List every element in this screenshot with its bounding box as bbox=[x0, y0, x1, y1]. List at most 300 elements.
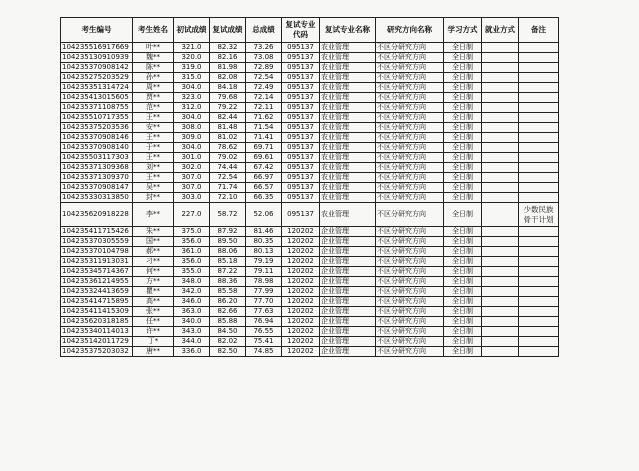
cell-major-name: 农业管理 bbox=[320, 123, 376, 133]
cell-total-score: 80.13 bbox=[246, 247, 282, 257]
cell-initial-score: 355.0 bbox=[174, 267, 210, 277]
cell-study-mode: 全日制 bbox=[444, 203, 482, 227]
cell-retest-score: 87.22 bbox=[210, 267, 246, 277]
cell-employment-mode bbox=[482, 153, 519, 163]
cell-candidate-id: 104235411715426 bbox=[61, 227, 133, 237]
cell-remarks bbox=[519, 133, 559, 143]
cell-candidate-id: 104235351314724 bbox=[61, 83, 133, 93]
cell-major-name: 农业管理 bbox=[320, 133, 376, 143]
table-row bbox=[61, 83, 559, 93]
header-retest-score: 复试成绩 bbox=[210, 18, 246, 43]
cell-candidate-name: 刘** bbox=[133, 163, 174, 173]
cell-retest-score: 71.74 bbox=[210, 183, 246, 193]
document-page bbox=[60, 17, 559, 357]
cell-research-direction: 不区分研究方向 bbox=[376, 113, 444, 123]
cell-research-direction: 不区分研究方向 bbox=[376, 247, 444, 257]
cell-candidate-id: 104235370908147 bbox=[61, 183, 133, 193]
cell-major-code: 095137 bbox=[282, 193, 320, 203]
cell-initial-score: 344.0 bbox=[174, 337, 210, 347]
cell-initial-score: 375.0 bbox=[174, 227, 210, 237]
cell-total-score: 71.54 bbox=[246, 123, 282, 133]
cell-retest-score: 87.92 bbox=[210, 227, 246, 237]
cell-research-direction: 不区分研究方向 bbox=[376, 267, 444, 277]
cell-research-direction: 不区分研究方向 bbox=[376, 307, 444, 317]
cell-candidate-name: 朱** bbox=[133, 227, 174, 237]
cell-research-direction: 不区分研究方向 bbox=[376, 227, 444, 237]
cell-total-score: 71.41 bbox=[246, 133, 282, 143]
header-total-score: 总成绩 bbox=[246, 18, 282, 43]
cell-employment-mode bbox=[482, 227, 519, 237]
cell-research-direction: 不区分研究方向 bbox=[376, 123, 444, 133]
cell-major-code: 095137 bbox=[282, 133, 320, 143]
cell-candidate-id: 104235620918228 bbox=[61, 203, 133, 227]
table-row bbox=[61, 203, 559, 227]
cell-major-code: 095137 bbox=[282, 73, 320, 83]
cell-candidate-id: 104235324413659 bbox=[61, 287, 133, 297]
cell-retest-score: 79.68 bbox=[210, 93, 246, 103]
cell-initial-score: 312.0 bbox=[174, 103, 210, 113]
cell-research-direction: 不区分研究方向 bbox=[376, 297, 444, 307]
cell-candidate-name: 国** bbox=[133, 237, 174, 247]
cell-major-code: 095137 bbox=[282, 123, 320, 133]
cell-major-name: 企业管理 bbox=[320, 297, 376, 307]
cell-candidate-name: 魏** bbox=[133, 53, 174, 63]
cell-candidate-name: 郝** bbox=[133, 247, 174, 257]
cell-major-name: 企业管理 bbox=[320, 337, 376, 347]
cell-candidate-name: 王** bbox=[133, 153, 174, 163]
table-row bbox=[61, 193, 559, 203]
header-candidate-name: 考生姓名 bbox=[133, 18, 174, 43]
cell-major-name: 企业管理 bbox=[320, 287, 376, 297]
cell-initial-score: 304.0 bbox=[174, 143, 210, 153]
table-row bbox=[61, 247, 559, 257]
cell-total-score: 80.35 bbox=[246, 237, 282, 247]
cell-research-direction: 不区分研究方向 bbox=[376, 103, 444, 113]
cell-total-score: 76.94 bbox=[246, 317, 282, 327]
cell-initial-score: 302.0 bbox=[174, 163, 210, 173]
cell-study-mode: 全日制 bbox=[444, 163, 482, 173]
cell-study-mode: 全日制 bbox=[444, 297, 482, 307]
cell-major-name: 农业管理 bbox=[320, 93, 376, 103]
cell-candidate-id: 104235370908146 bbox=[61, 133, 133, 143]
cell-major-code: 120202 bbox=[282, 327, 320, 337]
cell-research-direction: 不区分研究方向 bbox=[376, 203, 444, 227]
cell-remarks bbox=[519, 297, 559, 307]
cell-major-code: 095137 bbox=[282, 53, 320, 63]
cell-major-code: 095137 bbox=[282, 103, 320, 113]
cell-research-direction: 不区分研究方向 bbox=[376, 173, 444, 183]
cell-employment-mode bbox=[482, 307, 519, 317]
cell-candidate-name: 周** bbox=[133, 83, 174, 93]
table-row bbox=[61, 307, 559, 317]
cell-candidate-id: 104235620318185 bbox=[61, 317, 133, 327]
cell-major-name: 农业管理 bbox=[320, 153, 376, 163]
table-row bbox=[61, 133, 559, 143]
cell-employment-mode bbox=[482, 103, 519, 113]
cell-remarks bbox=[519, 73, 559, 83]
cell-retest-score: 72.54 bbox=[210, 173, 246, 183]
cell-total-score: 69.71 bbox=[246, 143, 282, 153]
table-row bbox=[61, 153, 559, 163]
cell-candidate-id: 104235275203529 bbox=[61, 73, 133, 83]
cell-candidate-name: 封** bbox=[133, 193, 174, 203]
cell-candidate-name: 张** bbox=[133, 307, 174, 317]
cell-candidate-id: 104235340114013 bbox=[61, 327, 133, 337]
cell-remarks bbox=[519, 53, 559, 63]
cell-employment-mode bbox=[482, 277, 519, 287]
cell-study-mode: 全日制 bbox=[444, 113, 482, 123]
cell-candidate-id: 104235371309370 bbox=[61, 173, 133, 183]
cell-total-score: 72.54 bbox=[246, 73, 282, 83]
cell-remarks bbox=[519, 317, 559, 327]
cell-research-direction: 不区分研究方向 bbox=[376, 63, 444, 73]
cell-research-direction: 不区分研究方向 bbox=[376, 257, 444, 267]
cell-total-score: 72.49 bbox=[246, 83, 282, 93]
cell-remarks bbox=[519, 327, 559, 337]
cell-employment-mode bbox=[482, 63, 519, 73]
cell-initial-score: 303.0 bbox=[174, 193, 210, 203]
cell-study-mode: 全日制 bbox=[444, 153, 482, 163]
cell-study-mode: 全日制 bbox=[444, 93, 482, 103]
table-row bbox=[61, 337, 559, 347]
cell-candidate-id: 104235130910939 bbox=[61, 53, 133, 63]
cell-employment-mode bbox=[482, 53, 519, 63]
cell-major-code: 095137 bbox=[282, 183, 320, 193]
cell-major-name: 企业管理 bbox=[320, 237, 376, 247]
cell-retest-score: 79.02 bbox=[210, 153, 246, 163]
cell-major-name: 企业管理 bbox=[320, 227, 376, 237]
cell-candidate-id: 104235413015605 bbox=[61, 93, 133, 103]
cell-remarks bbox=[519, 183, 559, 193]
cell-total-score: 66.57 bbox=[246, 183, 282, 193]
cell-employment-mode bbox=[482, 123, 519, 133]
cell-candidate-name: 王** bbox=[133, 113, 174, 123]
cell-total-score: 76.55 bbox=[246, 327, 282, 337]
cell-major-code: 120202 bbox=[282, 257, 320, 267]
cell-employment-mode bbox=[482, 183, 519, 193]
table-row bbox=[61, 277, 559, 287]
cell-employment-mode bbox=[482, 327, 519, 337]
cell-candidate-name: 方** bbox=[133, 277, 174, 287]
cell-total-score: 67.42 bbox=[246, 163, 282, 173]
cell-candidate-name: 范** bbox=[133, 103, 174, 113]
cell-employment-mode bbox=[482, 347, 519, 357]
cell-total-score: 77.70 bbox=[246, 297, 282, 307]
cell-research-direction: 不区分研究方向 bbox=[376, 237, 444, 247]
cell-major-name: 企业管理 bbox=[320, 267, 376, 277]
cell-remarks bbox=[519, 143, 559, 153]
cell-initial-score: 336.0 bbox=[174, 347, 210, 357]
cell-study-mode: 全日制 bbox=[444, 123, 482, 133]
cell-major-name: 企业管理 bbox=[320, 247, 376, 257]
cell-total-score: 72.14 bbox=[246, 93, 282, 103]
cell-candidate-name: 瞿** bbox=[133, 287, 174, 297]
cell-major-name: 农业管理 bbox=[320, 63, 376, 73]
cell-candidate-name: 贾** bbox=[133, 93, 174, 103]
cell-candidate-name: 何** bbox=[133, 267, 174, 277]
cell-study-mode: 全日制 bbox=[444, 227, 482, 237]
cell-candidate-name: 刁** bbox=[133, 257, 174, 267]
cell-study-mode: 全日制 bbox=[444, 63, 482, 73]
table-row bbox=[61, 173, 559, 183]
table-row bbox=[61, 297, 559, 307]
cell-employment-mode bbox=[482, 267, 519, 277]
cell-initial-score: 356.0 bbox=[174, 237, 210, 247]
cell-major-code: 095137 bbox=[282, 83, 320, 93]
cell-candidate-name: 叶** bbox=[133, 43, 174, 53]
cell-total-score: 66.97 bbox=[246, 173, 282, 183]
cell-retest-score: 82.32 bbox=[210, 43, 246, 53]
cell-remarks bbox=[519, 337, 559, 347]
cell-major-name: 企业管理 bbox=[320, 317, 376, 327]
cell-candidate-name: 唐** bbox=[133, 347, 174, 357]
cell-candidate-name: 许** bbox=[133, 327, 174, 337]
cell-initial-score: 319.0 bbox=[174, 63, 210, 73]
table-row bbox=[61, 63, 559, 73]
cell-study-mode: 全日制 bbox=[444, 247, 482, 257]
cell-remarks bbox=[519, 123, 559, 133]
cell-major-name: 农业管理 bbox=[320, 83, 376, 93]
cell-employment-mode bbox=[482, 237, 519, 247]
cell-remarks bbox=[519, 247, 559, 257]
cell-initial-score: 308.0 bbox=[174, 123, 210, 133]
cell-research-direction: 不区分研究方向 bbox=[376, 43, 444, 53]
cell-total-score: 66.35 bbox=[246, 193, 282, 203]
header-study-mode: 学习方式 bbox=[444, 18, 482, 43]
cell-initial-score: 315.0 bbox=[174, 73, 210, 83]
cell-retest-score: 72.10 bbox=[210, 193, 246, 203]
cell-candidate-id: 104235516917669 bbox=[61, 43, 133, 53]
cell-research-direction: 不区分研究方向 bbox=[376, 193, 444, 203]
header-major-code: 复试专业代码 bbox=[282, 18, 320, 43]
cell-major-name: 企业管理 bbox=[320, 257, 376, 267]
cell-research-direction: 不区分研究方向 bbox=[376, 153, 444, 163]
cell-major-code: 095137 bbox=[282, 153, 320, 163]
cell-research-direction: 不区分研究方向 bbox=[376, 93, 444, 103]
cell-major-code: 120202 bbox=[282, 267, 320, 277]
cell-initial-score: 307.0 bbox=[174, 183, 210, 193]
cell-initial-score: 227.0 bbox=[174, 203, 210, 227]
cell-research-direction: 不区分研究方向 bbox=[376, 337, 444, 347]
cell-candidate-name: 陈** bbox=[133, 63, 174, 73]
cell-total-score: 78.98 bbox=[246, 277, 282, 287]
cell-study-mode: 全日制 bbox=[444, 237, 482, 247]
table-row bbox=[61, 113, 559, 123]
cell-major-code: 095137 bbox=[282, 143, 320, 153]
cell-major-name: 农业管理 bbox=[320, 193, 376, 203]
cell-initial-score: 348.0 bbox=[174, 277, 210, 287]
cell-total-score: 71.62 bbox=[246, 113, 282, 123]
cell-employment-mode bbox=[482, 317, 519, 327]
cell-employment-mode bbox=[482, 297, 519, 307]
cell-employment-mode bbox=[482, 93, 519, 103]
cell-total-score: 79.11 bbox=[246, 267, 282, 277]
cell-retest-score: 74.44 bbox=[210, 163, 246, 173]
cell-employment-mode bbox=[482, 43, 519, 53]
cell-employment-mode bbox=[482, 73, 519, 83]
table-row bbox=[61, 103, 559, 113]
cell-retest-score: 86.20 bbox=[210, 297, 246, 307]
cell-initial-score: 307.0 bbox=[174, 173, 210, 183]
cell-total-score: 74.85 bbox=[246, 347, 282, 357]
cell-candidate-id: 104235510717355 bbox=[61, 113, 133, 123]
cell-remarks bbox=[519, 227, 559, 237]
cell-study-mode: 全日制 bbox=[444, 73, 482, 83]
cell-candidate-name: 孙** bbox=[133, 73, 174, 83]
cell-major-name: 企业管理 bbox=[320, 277, 376, 287]
cell-study-mode: 全日制 bbox=[444, 317, 482, 327]
cell-remarks bbox=[519, 43, 559, 53]
cell-candidate-name: 吴** bbox=[133, 183, 174, 193]
cell-research-direction: 不区分研究方向 bbox=[376, 133, 444, 143]
cell-remarks bbox=[519, 83, 559, 93]
cell-total-score: 72.11 bbox=[246, 103, 282, 113]
cell-major-name: 农业管理 bbox=[320, 143, 376, 153]
table-row bbox=[61, 327, 559, 337]
cell-study-mode: 全日制 bbox=[444, 337, 482, 347]
cell-total-score: 77.99 bbox=[246, 287, 282, 297]
cell-study-mode: 全日制 bbox=[444, 133, 482, 143]
cell-total-score: 73.26 bbox=[246, 43, 282, 53]
cell-study-mode: 全日制 bbox=[444, 277, 482, 287]
cell-employment-mode bbox=[482, 133, 519, 143]
cell-study-mode: 全日制 bbox=[444, 103, 482, 113]
cell-initial-score: 320.0 bbox=[174, 53, 210, 63]
cell-employment-mode bbox=[482, 143, 519, 153]
cell-total-score: 75.41 bbox=[246, 337, 282, 347]
cell-major-code: 095137 bbox=[282, 93, 320, 103]
cell-major-code: 120202 bbox=[282, 237, 320, 247]
cell-initial-score: 304.0 bbox=[174, 113, 210, 123]
cell-major-code: 095137 bbox=[282, 163, 320, 173]
cell-major-code: 120202 bbox=[282, 317, 320, 327]
cell-retest-score: 84.18 bbox=[210, 83, 246, 93]
cell-initial-score: 309.0 bbox=[174, 133, 210, 143]
header-major-name: 复试专业名称 bbox=[320, 18, 376, 43]
cell-employment-mode bbox=[482, 287, 519, 297]
cell-initial-score: 361.0 bbox=[174, 247, 210, 257]
cell-initial-score: 301.0 bbox=[174, 153, 210, 163]
cell-retest-score: 89.50 bbox=[210, 237, 246, 247]
cell-candidate-id: 104235371108755 bbox=[61, 103, 133, 113]
cell-research-direction: 不区分研究方向 bbox=[376, 183, 444, 193]
cell-candidate-name: 丁* bbox=[133, 337, 174, 347]
cell-candidate-id: 104235370104798 bbox=[61, 247, 133, 257]
cell-initial-score: 304.0 bbox=[174, 83, 210, 93]
cell-initial-score: 323.0 bbox=[174, 93, 210, 103]
cell-remarks bbox=[519, 163, 559, 173]
cell-total-score: 52.06 bbox=[246, 203, 282, 227]
table-row bbox=[61, 347, 559, 357]
cell-major-code: 095137 bbox=[282, 203, 320, 227]
cell-retest-score: 79.22 bbox=[210, 103, 246, 113]
cell-major-code: 120202 bbox=[282, 287, 320, 297]
cell-candidate-name: 李** bbox=[133, 203, 174, 227]
cell-candidate-name: 安** bbox=[133, 123, 174, 133]
cell-retest-score: 82.66 bbox=[210, 307, 246, 317]
cell-major-name: 农业管理 bbox=[320, 103, 376, 113]
cell-major-name: 农业管理 bbox=[320, 203, 376, 227]
cell-candidate-id: 104235375203032 bbox=[61, 347, 133, 357]
table-header-row bbox=[61, 18, 559, 43]
cell-candidate-id: 104235330313850 bbox=[61, 193, 133, 203]
cell-candidate-id: 104235370305559 bbox=[61, 237, 133, 247]
table-row bbox=[61, 73, 559, 83]
cell-total-score: 73.08 bbox=[246, 53, 282, 63]
cell-retest-score: 78.62 bbox=[210, 143, 246, 153]
table-row bbox=[61, 183, 559, 193]
cell-initial-score: 363.0 bbox=[174, 307, 210, 317]
header-candidate-id: 考生编号 bbox=[61, 18, 133, 43]
cell-major-name: 农业管理 bbox=[320, 113, 376, 123]
cell-remarks bbox=[519, 113, 559, 123]
cell-candidate-name: 王** bbox=[133, 133, 174, 143]
cell-candidate-name: 任** bbox=[133, 317, 174, 327]
cell-major-code: 120202 bbox=[282, 277, 320, 287]
cell-remarks bbox=[519, 93, 559, 103]
cell-retest-score: 81.48 bbox=[210, 123, 246, 133]
cell-study-mode: 全日制 bbox=[444, 307, 482, 317]
cell-retest-score: 88.06 bbox=[210, 247, 246, 257]
cell-remarks bbox=[519, 267, 559, 277]
cell-research-direction: 不区分研究方向 bbox=[376, 317, 444, 327]
cell-study-mode: 全日制 bbox=[444, 267, 482, 277]
cell-major-code: 120202 bbox=[282, 247, 320, 257]
cell-retest-score: 85.58 bbox=[210, 287, 246, 297]
cell-major-name: 农业管理 bbox=[320, 173, 376, 183]
cell-employment-mode bbox=[482, 247, 519, 257]
cell-study-mode: 全日制 bbox=[444, 83, 482, 93]
cell-employment-mode bbox=[482, 173, 519, 183]
cell-candidate-id: 104235370908142 bbox=[61, 63, 133, 73]
cell-remarks bbox=[519, 193, 559, 203]
table-row bbox=[61, 123, 559, 133]
cell-study-mode: 全日制 bbox=[444, 43, 482, 53]
header-remarks: 备注 bbox=[519, 18, 559, 43]
cell-major-code: 095137 bbox=[282, 113, 320, 123]
cell-retest-score: 85.88 bbox=[210, 317, 246, 327]
cell-remarks bbox=[519, 257, 559, 267]
cell-research-direction: 不区分研究方向 bbox=[376, 287, 444, 297]
header-initial-score: 初试成绩 bbox=[174, 18, 210, 43]
cell-total-score: 81.46 bbox=[246, 227, 282, 237]
cell-study-mode: 全日制 bbox=[444, 257, 482, 267]
cell-initial-score: 343.0 bbox=[174, 327, 210, 337]
cell-retest-score: 82.16 bbox=[210, 53, 246, 63]
cell-remarks bbox=[519, 237, 559, 247]
cell-study-mode: 全日制 bbox=[444, 173, 482, 183]
table-row bbox=[61, 163, 559, 173]
cell-total-score: 77.63 bbox=[246, 307, 282, 317]
cell-employment-mode bbox=[482, 113, 519, 123]
cell-candidate-id: 104235311913031 bbox=[61, 257, 133, 267]
cell-retest-score: 58.72 bbox=[210, 203, 246, 227]
cell-retest-score: 82.44 bbox=[210, 113, 246, 123]
cell-research-direction: 不区分研究方向 bbox=[376, 327, 444, 337]
cell-major-name: 企业管理 bbox=[320, 327, 376, 337]
cell-candidate-id: 104235371309368 bbox=[61, 163, 133, 173]
cell-employment-mode bbox=[482, 193, 519, 203]
cell-major-name: 农业管理 bbox=[320, 43, 376, 53]
table-row bbox=[61, 317, 559, 327]
cell-candidate-id: 104235414715895 bbox=[61, 297, 133, 307]
cell-major-code: 095137 bbox=[282, 173, 320, 183]
cell-study-mode: 全日制 bbox=[444, 143, 482, 153]
cell-retest-score: 84.50 bbox=[210, 327, 246, 337]
table-row bbox=[61, 237, 559, 247]
table-row bbox=[61, 227, 559, 237]
cell-employment-mode bbox=[482, 337, 519, 347]
